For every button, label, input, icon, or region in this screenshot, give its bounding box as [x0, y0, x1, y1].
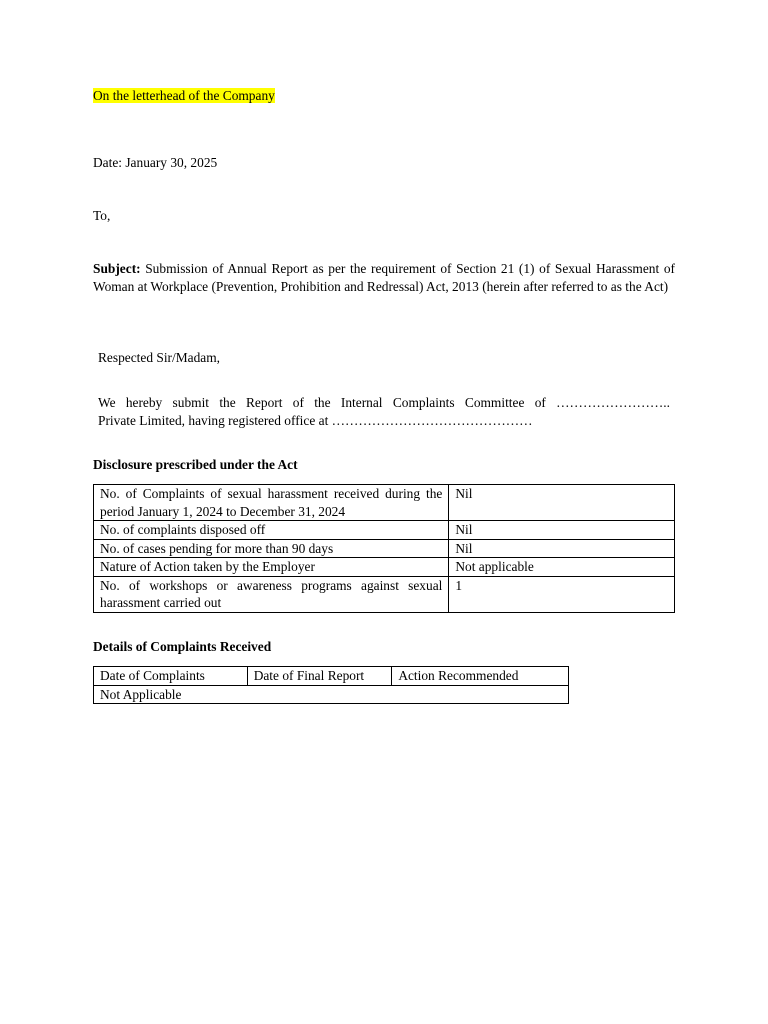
- disclosure-label-cell: No. of complaints disposed off: [94, 521, 449, 540]
- complaints-cell: Not Applicable: [94, 685, 569, 704]
- column-header: Date of Final Report: [247, 667, 392, 686]
- date-line: Date: January 30, 2025: [93, 155, 218, 170]
- disclosure-value-cell: 1: [449, 576, 675, 612]
- disclosure-table: [93, 484, 675, 613]
- disclosure-value-cell: Nil: [449, 539, 675, 558]
- table-row: [94, 576, 675, 612]
- body-line-2: Private Limited, having registered office at ………………………………………: [98, 412, 533, 428]
- disclosure-heading: Disclosure prescribed under the Act: [93, 457, 298, 472]
- body-line-1: We hereby submit the Report of the Internal Complaints Committee of ……………………..: [98, 395, 670, 410]
- column-header: Action Recommended: [392, 667, 569, 686]
- addressee-line: To,: [93, 208, 111, 223]
- disclosure-value-cell: Not applicable: [449, 558, 675, 577]
- table-row: [94, 485, 675, 521]
- complaints-heading: Details of Complaints Received: [93, 639, 272, 654]
- body-paragraph: [98, 394, 670, 429]
- table-row: [94, 521, 675, 540]
- disclosure-label-cell: No. of cases pending for more than 90 days: [94, 539, 449, 558]
- salutation: Respected Sir/Madam,: [98, 350, 220, 365]
- subject-text: Submission of Annual Report as per the requirement of Section 21 (1) of Sexual Harassment of Woman at Workplace (Prevention, Prohibition and Redressal) Act, 2013 (herein after referred to as the Act): [93, 261, 675, 294]
- table-row: [94, 558, 675, 577]
- disclosure-label-cell: No. of workshops or awareness programs against sexual harassment carried out: [94, 576, 449, 612]
- disclosure-value-cell: Nil: [449, 485, 675, 521]
- table-row: [94, 539, 675, 558]
- letterhead-note: On the letterhead of the Company: [93, 88, 275, 103]
- column-header: Date of Complaints: [94, 667, 248, 686]
- disclosure-value-cell: Nil: [449, 521, 675, 540]
- table-header-row: [94, 667, 569, 686]
- complaints-table: [93, 666, 569, 704]
- subject-paragraph: [93, 260, 675, 295]
- table-row: [94, 685, 569, 704]
- disclosure-label-cell: Nature of Action taken by the Employer: [94, 558, 449, 577]
- disclosure-label-cell: No. of Complaints of sexual harassment received during the period January 1, 2024 to December 31, 2024: [94, 485, 449, 521]
- subject-label: Subject:: [93, 261, 141, 276]
